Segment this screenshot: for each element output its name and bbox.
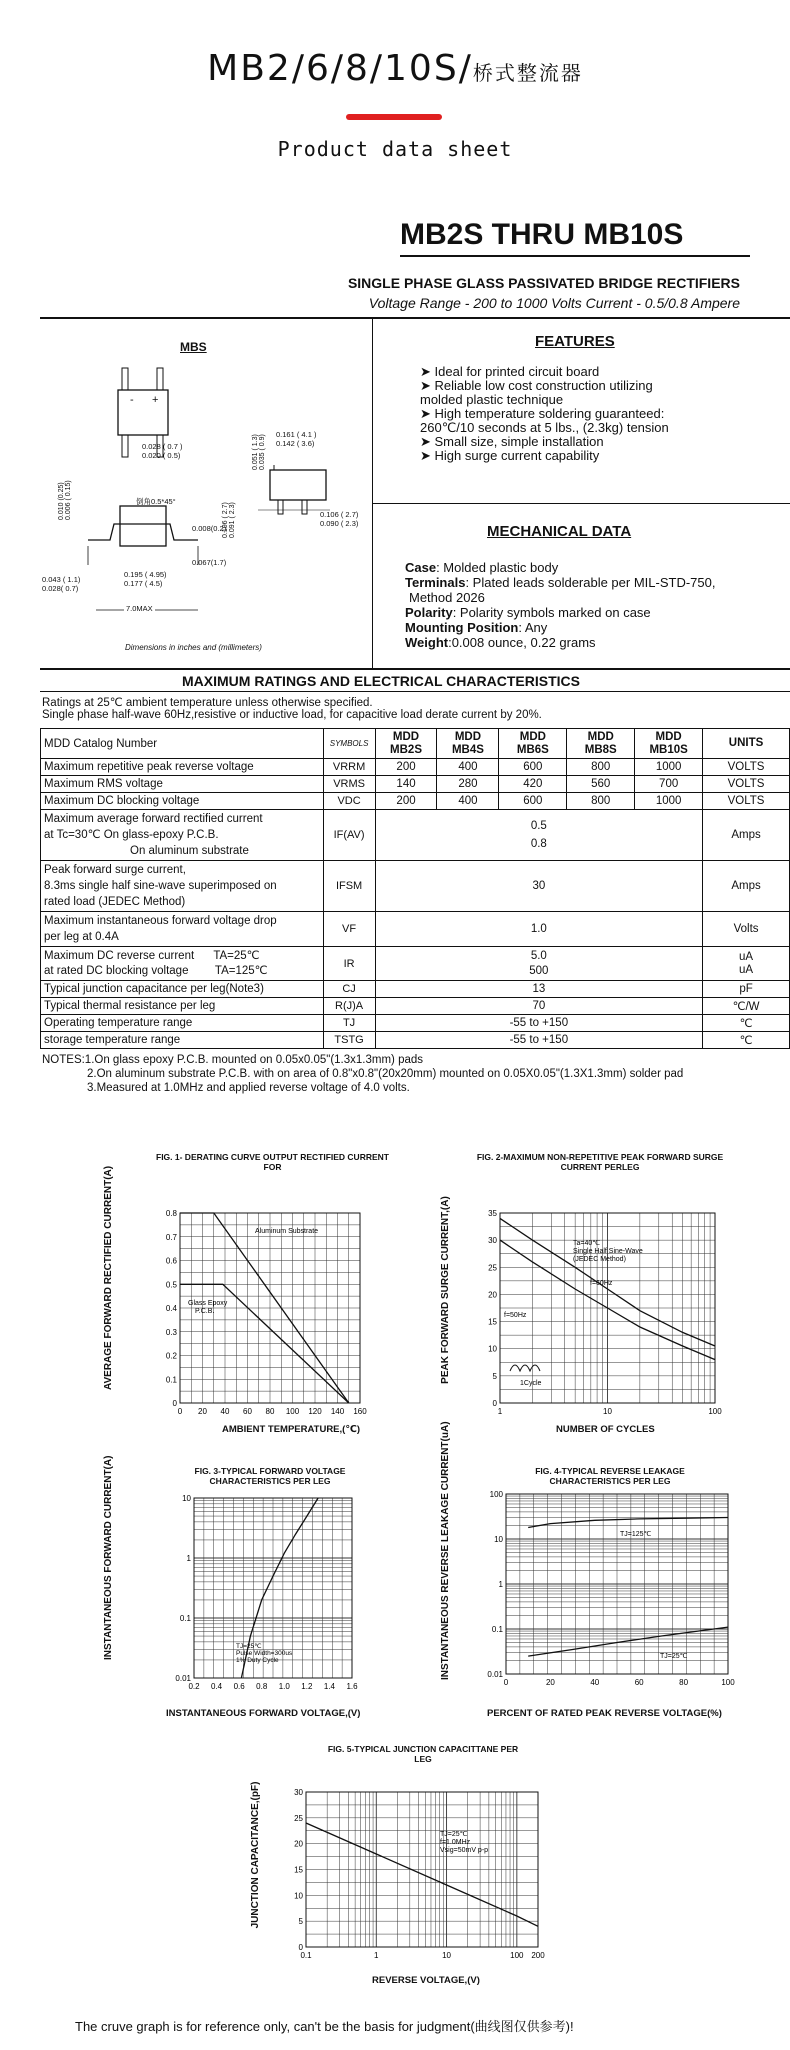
dim-pitch: 0.106 ( 2.7) 0.090 ( 2.3) [320, 510, 359, 528]
x-tick-label: 1.0 [278, 1682, 290, 1691]
y-tick-label: 0 [298, 1943, 303, 1952]
y-tick-label: 0.8 [165, 1209, 177, 1218]
fig4-ylabel: INSTANTANEOUS REVERSE LEAKAGE CURRENT(uA) [440, 1421, 451, 1680]
table-cell: storage temperature range [41, 1032, 324, 1049]
section-divider [372, 318, 373, 668]
table-cell: Amps [703, 861, 790, 912]
x-tick-label: 0 [177, 1407, 183, 1416]
table-cell: 0.5 0.8 [375, 810, 703, 861]
x-tick-label: 40 [590, 1678, 600, 1687]
table-cell: 1.0 [375, 912, 703, 947]
annotation: TJ=25℃ [236, 1643, 262, 1650]
table-cell: 800 [567, 793, 635, 810]
mech-case: Case: Molded plastic body [405, 560, 559, 575]
mech-polarity: Polarity: Polarity symbols marked on case [405, 605, 651, 620]
table-cell: 280 [437, 776, 499, 793]
annotation: (JEDEC Method) [573, 1256, 626, 1263]
ratings-table [40, 728, 790, 1049]
table-cell: 560 [567, 776, 635, 793]
title-rule [400, 255, 750, 257]
page-title: MB2/6/8/10S/桥式整流器 [207, 48, 583, 89]
dim-chamfer: 倒角0.5*45° [136, 497, 176, 506]
y-tick-label: 30 [294, 1788, 303, 1797]
y-tick-label: 0.3 [165, 1327, 177, 1337]
table-cell: Maximum instantaneous forward voltage drop per leg at 0.4A [41, 912, 324, 947]
table-cell: VRRM [323, 759, 375, 776]
header-part: MDD MB6S [499, 729, 567, 759]
y-tick-label: 10 [294, 1891, 303, 1901]
table-cell: ℃/W [703, 998, 790, 1015]
dim-lead-width: 0.028 ( 0.7 ) 0.020 ( 0.5) [142, 442, 183, 460]
table-cell: -55 to +150 [375, 1015, 703, 1032]
fig5-title: FIG. 5-TYPICAL JUNCTION CAPACITTANE PER LEG [327, 1744, 519, 1764]
table-cell: 30 [375, 861, 703, 912]
x-tick-label: 10 [603, 1407, 612, 1416]
fig1-xlabel: AMBIENT TEMPERATURE,(℃) [222, 1424, 360, 1435]
x-tick-label: 120 [308, 1407, 322, 1416]
x-tick-label: 60 [634, 1678, 644, 1687]
dim-standoff: 0.008(0.2) [192, 524, 227, 533]
y-tick-label: 10 [488, 1344, 497, 1354]
table-cell: 420 [499, 776, 567, 793]
x-tick-label: 140 [330, 1407, 345, 1416]
fig1-chart [150, 1205, 380, 1420]
header-part: MDD MB2S [375, 729, 437, 759]
x-tick-label: 100 [708, 1407, 722, 1416]
y-tick-label: 0.4 [165, 1304, 177, 1313]
table-cell: 600 [499, 759, 567, 776]
dim-body-width: 0.195 ( 4.95) 0.177 ( 4.5) [124, 570, 167, 588]
dim-foot: 0.067(1.7) [192, 558, 227, 567]
table-row [41, 947, 790, 981]
fig5-ylabel: JUNCTION CAPACITANCE,(pF) [250, 1781, 261, 1929]
fig2-title: FIG. 2-MAXIMUM NON-REPETITIVE PEAK FORWARD SURGE CURRENT PERLEG [476, 1152, 724, 1172]
package-label: MBS [180, 340, 207, 354]
table-cell: VOLTS [703, 759, 790, 776]
table-cell: 200 [375, 759, 437, 776]
annotation: Vsig=50mV p-p [440, 1847, 489, 1854]
table-cell: 70 [375, 998, 703, 1015]
x-tick-label: 1 [374, 1951, 379, 1960]
x-tick-label: 0 [503, 1678, 509, 1687]
fig2-chart [478, 1205, 728, 1420]
y-tick-label: 15 [488, 1317, 497, 1327]
y-tick-label: 0.1 [491, 1625, 503, 1634]
table-cell: Maximum RMS voltage [41, 776, 324, 793]
table-cell: 600 [499, 793, 567, 810]
header-part: MDD MB10S [635, 729, 703, 759]
product-description: SINGLE PHASE GLASS PASSIVATED BRIDGE RECTIFIERS [347, 275, 740, 291]
table-cell: Maximum repetitive peak reverse voltage [41, 759, 324, 776]
fig5-xlabel: REVERSE VOLTAGE,(V) [372, 1975, 480, 1986]
series-label: Aluminum Substrate [255, 1228, 319, 1235]
y-tick-label: 0.7 [165, 1232, 177, 1242]
y-tick-label: 10 [182, 1494, 191, 1503]
x-tick-label: 1.2 [301, 1682, 313, 1691]
fig3-xlabel: INSTANTANEOUS FORWARD VOLTAGE,(V) [166, 1708, 361, 1719]
series-line [528, 1627, 728, 1656]
series-label: P.C.B. [195, 1308, 215, 1315]
table-cell: 1000 [635, 793, 703, 810]
table-cell: Typical thermal resistance per leg [41, 998, 324, 1015]
fig4-title: FIG. 4-TYPICAL REVERSE LEAKAGE CHARACTERISTICS PER LEG [535, 1466, 685, 1486]
cycle-symbol [510, 1365, 540, 1371]
footer-note: The cruve graph is for reference only, can't be the basis for judgment(曲线图仅供参考)! [75, 2019, 574, 2034]
fig4-xlabel: PERCENT OF RATED PEAK REVERSE VOLTAGE(%) [487, 1708, 722, 1719]
y-tick-label: 100 [489, 1490, 503, 1499]
note-1: NOTES:1.On glass epoxy P.C.B. mounted on 0.05x0.05"(1.3x1.3mm) pads [42, 1054, 424, 1066]
annotation: f=60Hz [590, 1280, 613, 1287]
table-row [41, 1015, 790, 1032]
x-tick-label: 0.2 [188, 1682, 200, 1691]
x-tick-label: 20 [545, 1678, 555, 1687]
annotation: Single Half Sine-Wave [573, 1248, 643, 1255]
table-cell: 13 [375, 981, 703, 998]
fig2-ylabel: PEAK FORWARD SURGE CURRENT,(A) [440, 1196, 451, 1384]
x-tick-label: 160 [353, 1407, 367, 1416]
series-label: Glass Epoxy [188, 1300, 228, 1307]
table-cell: Peak forward surge current, 8.3ms single half sine-wave superimposed on rated load (JEDEC Method) [41, 861, 324, 912]
y-tick-label: 0.01 [175, 1674, 191, 1683]
x-tick-label: 0.6 [233, 1682, 245, 1691]
package-outline [40, 320, 372, 650]
annotation: 1% Duty Cycle [236, 1657, 279, 1664]
y-tick-label: 0.1 [179, 1614, 191, 1623]
table-cell: -55 to +150 [375, 1032, 703, 1049]
table-cell: Maximum average forward rectified current at Tc=30℃ On glass-epoxy P.C.B. On aluminum substrate [41, 810, 324, 861]
x-tick-label: 10 [442, 1951, 452, 1960]
y-tick-label: 5 [492, 1371, 497, 1381]
table-cell: 5.0 500 [375, 947, 703, 981]
x-tick-label: 60 [243, 1407, 252, 1416]
y-tick-label: 30 [488, 1236, 497, 1246]
table-cell: ℃ [703, 1032, 790, 1049]
table-cell: VOLTS [703, 793, 790, 810]
table-cell: 200 [375, 793, 437, 810]
table-row [41, 776, 790, 793]
mechanical-data [405, 560, 785, 650]
fig3-ylabel: INSTANTANEOUS FORWARD CURRENT(A) [103, 1455, 114, 1660]
table-cell: Typical junction capacitance per leg(Note3) [41, 981, 324, 998]
mech-terminals: Terminals: Plated leads solderable per MIL-STD-750, [405, 575, 716, 590]
table-row [41, 861, 790, 912]
ratings-title: MAXIMUM RATINGS AND ELECTRICAL CHARACTERISTICS [182, 673, 580, 689]
table-row [41, 1032, 790, 1049]
table-row [41, 912, 790, 947]
dim-lead-height: 0.051 ( 1.3) 0.035 ( 0.9) [252, 434, 266, 470]
y-tick-label: 0.1 [165, 1375, 177, 1385]
x-tick-label: 0.4 [211, 1682, 223, 1691]
section-bottom-rule [40, 668, 790, 670]
x-tick-label: 0.8 [256, 1682, 268, 1691]
product-title: MB2S THRU MB10S [400, 218, 684, 251]
y-tick-label: 35 [488, 1209, 497, 1218]
x-tick-label: 1.4 [323, 1682, 335, 1691]
fig1-ylabel: AVERAGE FORWARD RECTIFIED CURRENT(A) [103, 1165, 114, 1390]
table-cell: VDC [323, 793, 375, 810]
annotation: Pulse Width=300us [236, 1650, 293, 1657]
ratings-rule [40, 691, 790, 692]
annotation: 1Cycle [520, 1380, 542, 1387]
minus-mark: - [130, 394, 134, 406]
fig5-chart [290, 1788, 560, 1968]
fig4-chart [470, 1488, 735, 1698]
x-tick-label: 100 [510, 1951, 524, 1960]
table-cell: 400 [437, 793, 499, 810]
annotation: f=1.0MHz [440, 1839, 471, 1846]
dim-foot-length: 0.043 ( 1.1) 0.028( 0.7) [42, 575, 81, 593]
dim-lead-thickness: 0.010 (0.25) 0.006 ( 0.15) [58, 480, 72, 520]
list-item: ➤ Ideal for printed circuit board [420, 364, 600, 379]
table-cell: IFSM [323, 861, 375, 912]
title-accent-bar [346, 114, 442, 120]
table-cell: 140 [375, 776, 437, 793]
series-line [528, 1518, 728, 1528]
y-tick-label: 0.01 [487, 1670, 503, 1679]
page-subtitle: Product data sheet [277, 137, 513, 161]
table-cell: 1000 [635, 759, 703, 776]
list-item: ➤ Small size, simple installation [420, 434, 604, 449]
table-cell: VF [323, 912, 375, 947]
y-tick-label: 20 [488, 1290, 497, 1300]
x-tick-label: 80 [679, 1678, 689, 1687]
table-cell: Amps [703, 810, 790, 861]
y-tick-label: 5 [298, 1917, 303, 1927]
table-row [41, 793, 790, 810]
mech-terminals-2: Method 2026 [409, 590, 485, 605]
table-cell: Maximum DC blocking voltage [41, 793, 324, 810]
series-line [306, 1823, 538, 1926]
header-symbols: SYMBOLS [323, 729, 375, 759]
x-tick-label: 40 [220, 1407, 230, 1416]
header-part: MDD MB8S [567, 729, 635, 759]
table-cell: IR [323, 947, 375, 981]
table-cell: VRMS [323, 776, 375, 793]
table-cell: IF(AV) [323, 810, 375, 861]
table-cell: Volts [703, 912, 790, 947]
package-drawing [40, 320, 372, 668]
x-tick-label: 80 [265, 1407, 275, 1416]
y-tick-label: 1 [498, 1580, 503, 1589]
table-cell: ℃ [703, 1015, 790, 1032]
y-tick-label: 15 [294, 1865, 303, 1875]
x-tick-label: 1.6 [346, 1682, 358, 1691]
list-item: ➤ High temperature soldering guaranteed: 260℃/10 seconds at 5 lbs., (2.3kg) tension [420, 406, 669, 435]
table-row [41, 998, 790, 1015]
fig3-chart [170, 1490, 370, 1695]
header-units: UNITS [703, 729, 790, 759]
table-cell: 700 [635, 776, 703, 793]
mech-weight: Weight:0.008 ounce, 0.22 grams [405, 635, 596, 650]
product-ranges: Voltage Range - 200 to 1000 Volts Current - 0.5/0.8 Ampere [368, 295, 740, 311]
header-catalog: MDD Catalog Number [41, 729, 324, 759]
x-tick-label: 100 [721, 1678, 735, 1687]
table-cell: TJ [323, 1015, 375, 1032]
dim-height: 0.106 ( 2.7) 0.091 ( 2.3) [222, 502, 236, 538]
dim-overall: 7.0MAX [126, 604, 153, 613]
fig3-title: FIG. 3-TYPICAL FORWARD VOLTAGE CHARACTERISTICS PER LEG [194, 1466, 346, 1486]
table-row [41, 759, 790, 776]
annotation: f=50Hz [504, 1312, 527, 1319]
x-tick-label: 200 [531, 1951, 545, 1960]
features-title: FEATURES [535, 333, 615, 350]
header-part: MDD MB4S [437, 729, 499, 759]
table-cell: Operating temperature range [41, 1015, 324, 1032]
features-list [420, 365, 780, 463]
notes [42, 1053, 683, 1095]
table-cell: VOLTS [703, 776, 790, 793]
y-tick-label: 25 [488, 1263, 497, 1273]
table-row [41, 810, 790, 861]
note-3: 3.Measured at 1.0MHz and applied reverse voltage of 4.0 volts. [87, 1082, 410, 1094]
y-tick-label: 0 [172, 1399, 177, 1408]
table-cell: pF [703, 981, 790, 998]
y-tick-label: 0.5 [165, 1280, 177, 1290]
y-tick-label: 25 [294, 1813, 303, 1823]
ratings-note-2: Single phase half-wave 60Hz,resistive or inductive load, for capacitive load derate current by 20%. [42, 709, 542, 721]
fig2-xlabel: NUMBER OF CYCLES [556, 1424, 655, 1435]
y-tick-label: 10 [494, 1535, 503, 1544]
y-tick-label: 20 [294, 1839, 303, 1849]
y-tick-label: 0.6 [165, 1256, 177, 1266]
y-tick-label: 0.2 [165, 1351, 177, 1361]
dim-body-length: 0.161 ( 4.1 ) 0.142 ( 3.6) [276, 430, 317, 448]
section-mid-rule [373, 503, 790, 504]
table-header-row [41, 729, 790, 759]
table-cell: CJ [323, 981, 375, 998]
note-2: 2.On aluminum substrate P.C.B. with on area of 0.8"x0.8"(20x20mm) mounted on 0.05X0.05"(1.3X1.3mm) solder pad [87, 1068, 684, 1080]
section-top-rule [40, 317, 790, 319]
table-cell: 800 [567, 759, 635, 776]
table-cell: 400 [437, 759, 499, 776]
series-label: TJ=25℃ [660, 1653, 688, 1660]
ratings-note-1: Ratings at 25℃ ambient temperature unless otherwise specified. [42, 697, 373, 709]
mech-mounting: Mounting Position: Any [405, 620, 548, 635]
x-tick-label: 1 [497, 1407, 503, 1416]
annotation: Ta=40℃ [573, 1240, 601, 1247]
x-tick-label: 100 [285, 1407, 300, 1416]
dims-note: Dimensions in inches and (millimeters) [125, 643, 262, 652]
plus-mark: + [152, 394, 159, 406]
y-tick-label: 0 [492, 1399, 497, 1408]
list-item: ➤ High surge current capability [420, 448, 600, 463]
mechanical-title: MECHANICAL DATA [487, 523, 632, 540]
x-tick-label: 0.1 [300, 1951, 312, 1960]
table-cell: TSTG [323, 1032, 375, 1049]
table-cell: R(J)A [323, 998, 375, 1015]
table-row [41, 981, 790, 998]
x-tick-label: 20 [198, 1407, 207, 1416]
annotation: TJ=25℃ [440, 1831, 468, 1838]
fig1-title: FIG. 1- DERATING CURVE OUTPUT RECTIFIED CURRENT FOR [156, 1152, 389, 1172]
table-cell: Maximum DC reverse current TA=25℃ at rated DC blocking voltage TA=125℃ [41, 947, 324, 981]
table-cell: uA uA [703, 947, 790, 981]
y-tick-label: 1 [186, 1554, 191, 1563]
list-item: ➤ Reliable low cost construction utilizing molded plastic technique [420, 378, 653, 407]
series-label: TJ=125℃ [620, 1531, 652, 1538]
